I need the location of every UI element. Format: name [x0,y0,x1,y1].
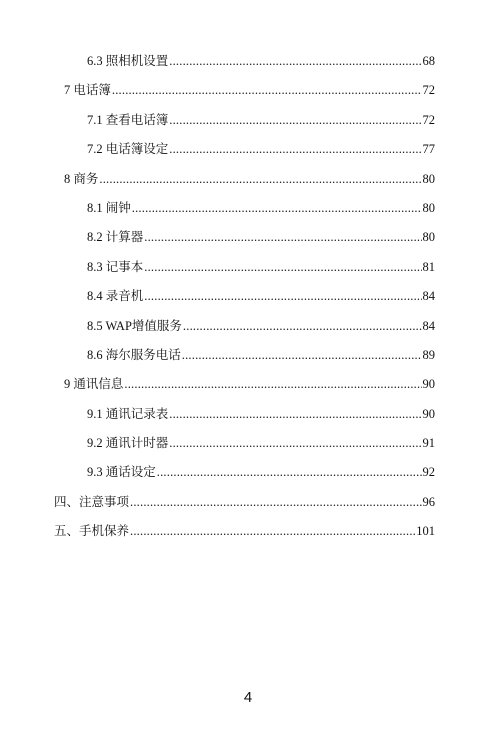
toc-entry-page: 90 [422,377,435,392]
toc-leader-dots [132,200,422,216]
toc-leader-dots [182,347,422,363]
toc-entry-page: 101 [416,524,435,539]
toc-entry-title: 9.1 通讯记录表 [87,406,169,421]
toc-entry-title: 五、手机保养 [54,524,130,539]
toc-entry[interactable] [0,464,496,493]
toc-entry-page: 84 [422,318,435,333]
toc-leader-dots [169,406,421,422]
toc-entry-page: 68 [422,54,435,68]
toc-entry-title: 8.4 录音机 [87,289,144,304]
toc-leader-dots [144,229,421,245]
toc-entry-title: 8.3 记事本 [87,259,144,274]
toc-entry-page: 80 [422,230,435,245]
toc-leader-dots [169,53,421,69]
toc-entry[interactable] [0,347,496,376]
toc-leader-dots [130,494,421,510]
toc-entry[interactable] [0,288,496,317]
toc-entry-page: 72 [422,83,435,98]
toc-entry-page: 80 [422,200,435,215]
toc-leader-dots [130,523,415,539]
toc-entry-title: 8 商务 [64,171,99,186]
toc-entry[interactable] [0,523,496,552]
toc-leader-dots [99,171,421,187]
toc-entry-page: 92 [422,465,435,480]
toc-entry-title: 7 电话簿 [64,83,111,98]
toc-leader-dots [169,435,421,451]
toc-entry[interactable] [0,494,496,523]
toc-entry-page: 77 [422,142,435,157]
toc-entry[interactable] [0,171,496,200]
toc-leader-dots [144,288,421,304]
toc-entry-page: 72 [422,112,435,127]
toc-entry[interactable] [0,406,496,435]
toc-leader-dots [169,112,421,128]
toc-entry[interactable] [0,259,496,288]
toc-entry-title: 8.5 WAP增值服务 [87,318,182,333]
toc-entry[interactable] [0,53,496,82]
toc-entry-page: 91 [422,436,435,451]
toc-entry-page: 89 [422,347,435,362]
toc-entry-title: 8.6 海尔服务电话 [87,347,181,362]
toc-entry-page: 90 [422,406,435,421]
toc-entry-title: 9.2 通讯计时器 [87,436,169,451]
toc-entry-page: 84 [422,289,435,304]
toc-entry[interactable] [0,82,496,111]
toc-entry[interactable] [0,229,496,258]
toc-leader-dots [157,464,422,480]
toc-entry-title: 8.2 计算器 [87,230,144,245]
toc-entry-title: 9.3 通话设定 [87,465,156,480]
table-of-contents [0,53,496,553]
toc-entry-title: 6.3 照相机设置 [87,54,169,68]
toc-entry[interactable] [0,141,496,170]
toc-entry[interactable] [0,318,496,347]
toc-entry-title: 9 通讯信息 [64,377,124,392]
toc-leader-dots [112,82,422,98]
toc-entry[interactable] [0,435,496,464]
toc-leader-dots [169,141,421,157]
toc-entry-page: 80 [422,171,435,186]
toc-entry-title: 7.2 电话簿设定 [87,142,169,157]
toc-leader-dots [144,259,421,275]
toc-entry-title: 四、注意事项 [54,494,130,509]
toc-entry-title: 8.1 闹钟 [87,200,131,215]
toc-leader-dots [183,318,422,334]
toc-entry[interactable] [0,112,496,141]
toc-entry-page: 96 [422,494,435,509]
toc-entry-title: 7.1 查看电话簿 [87,112,169,127]
toc-entry[interactable] [0,200,496,229]
toc-entry-page: 81 [422,259,435,274]
page-number: 4 [243,689,253,706]
toc-leader-dots [124,376,421,392]
toc-entry[interactable] [0,376,496,405]
